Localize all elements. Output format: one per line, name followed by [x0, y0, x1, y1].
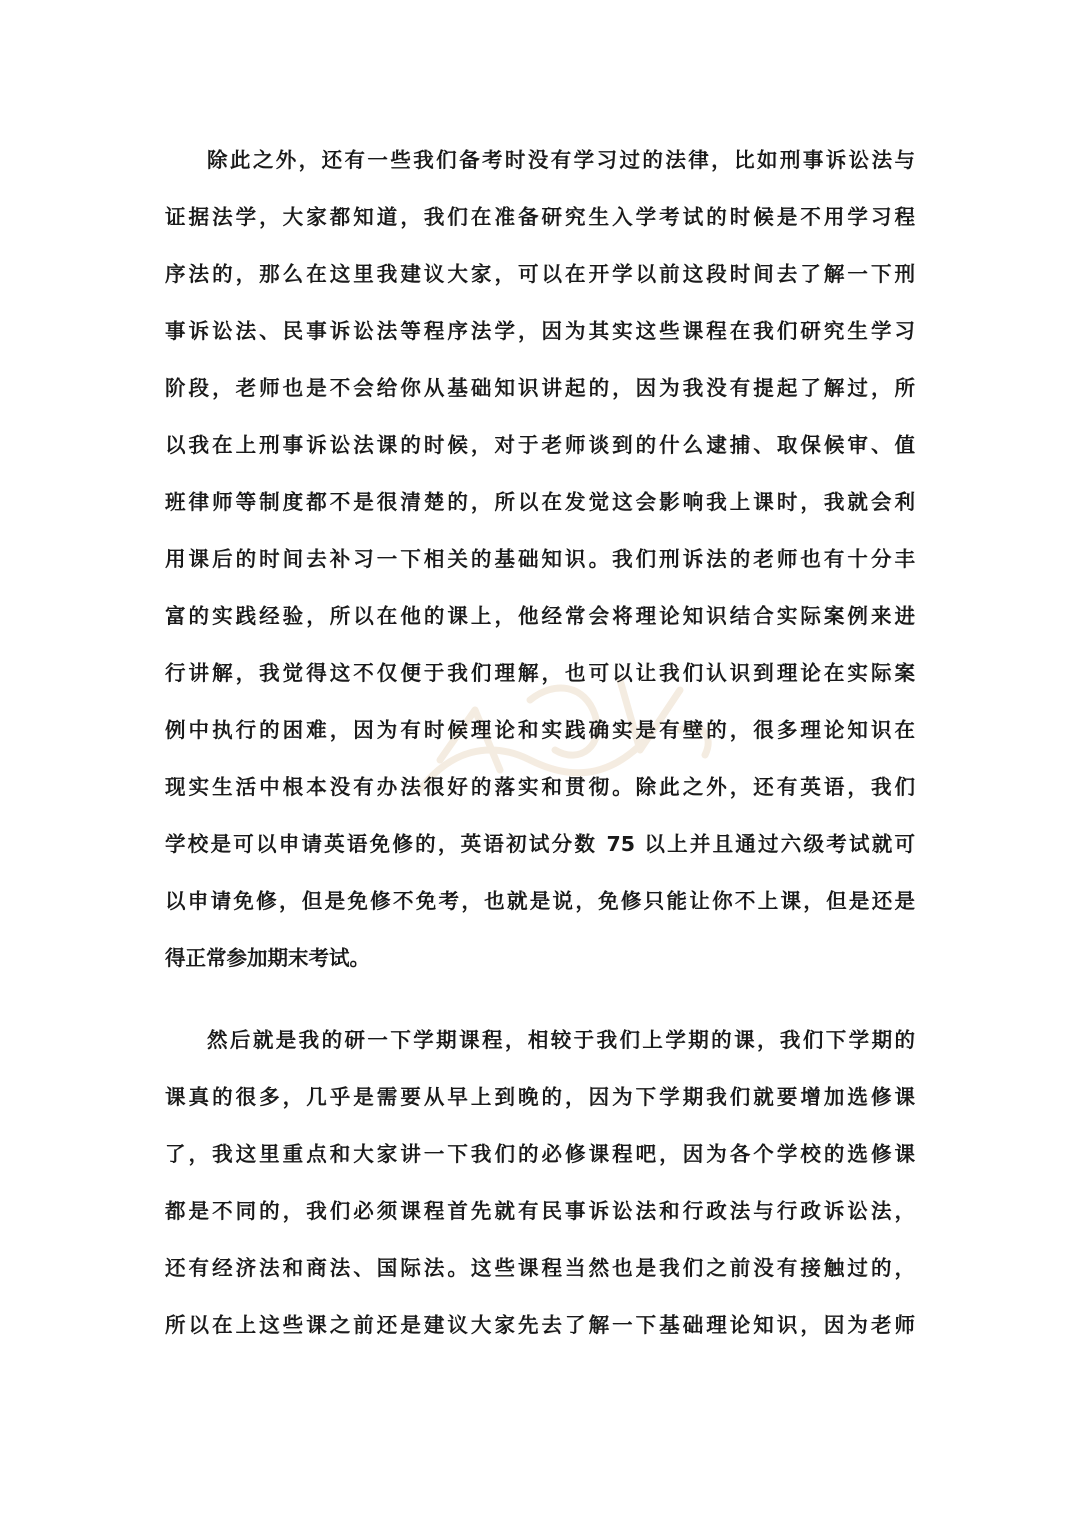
paragraph-1-line-8: 用课后的时间去补习一下相关的基础知识。我们刑诉法的老师也有十分丰	[165, 547, 915, 571]
paragraph-1-line-11: 例中执行的困难，因为有时候理论和实践确实是有壁的，很多理论知识在	[165, 718, 915, 742]
paragraph-1-line-3: 序法的，那么在这里我建议大家，可以在开学以前这段时间去了解一下刑	[165, 262, 915, 286]
paragraph-2-line-1: 然后就是我的研一下学期课程，相较于我们上学期的课，我们下学期的	[207, 1028, 915, 1052]
paragraph-1-line-1: 除此之外，还有一些我们备考时没有学习过的法律，比如刑事诉讼法与	[207, 148, 915, 172]
paragraph-1-line-15: 得正常参加期末考试。	[165, 946, 370, 970]
paragraph-2-line-6: 所以在上这些课之前还是建议大家先去了解一下基础理论知识，因为老师	[165, 1313, 915, 1337]
paragraph-2-line-5: 还有经济法和商法、国际法。这些课程当然也是我们之前没有接触过的，	[165, 1256, 915, 1280]
paragraph-1-line-10: 行讲解，我觉得这不仅便于我们理解，也可以让我们认识到理论在实际案	[165, 661, 915, 685]
paragraph-1-line-13: 学校是可以申请英语免修的，英语初试分数 75 以上并且通过六级考试就可	[165, 832, 915, 856]
paragraph-1-line-12: 现实生活中根本没有办法很好的落实和贯彻。除此之外，还有英语，我们	[165, 775, 915, 799]
paragraph-1-line-6: 以我在上刑事诉讼法课的时候，对于老师谈到的什么逮捕、取保候审、值	[165, 433, 915, 457]
paragraph-2-line-2: 课真的很多，几乎是需要从早上到晚的，因为下学期我们就要增加选修课	[165, 1085, 915, 1109]
paragraph-1-line-2: 证据法学，大家都知道，我们在准备研究生入学考试的时候是不用学习程	[165, 205, 915, 229]
paragraph-2-line-4: 都是不同的，我们必须课程首先就有民事诉讼法和行政法与行政诉讼法，	[165, 1199, 915, 1223]
paragraph-1-line-4: 事诉讼法、民事诉讼法等程序法学，因为其实这些课程在我们研究生学习	[165, 319, 915, 343]
paragraph-2-line-3: 了，我这里重点和大家讲一下我们的必修课程吧，因为各个学校的选修课	[165, 1142, 915, 1166]
paragraph-1-line-14: 以申请免修，但是免修不免考，也就是说，免修只能让你不上课，但是还是	[165, 889, 915, 913]
paragraph-1-line-9: 富的实践经验，所以在他的课上，他经常会将理论知识结合实际案例来进	[165, 604, 915, 628]
paragraph-1-line-7: 班律师等制度都不是很清楚的，所以在发觉这会影响我上课时，我就会利	[165, 490, 915, 514]
paragraph-1-line-5: 阶段，老师也是不会给你从基础知识讲起的，因为我没有提起了解过，所	[165, 376, 915, 400]
